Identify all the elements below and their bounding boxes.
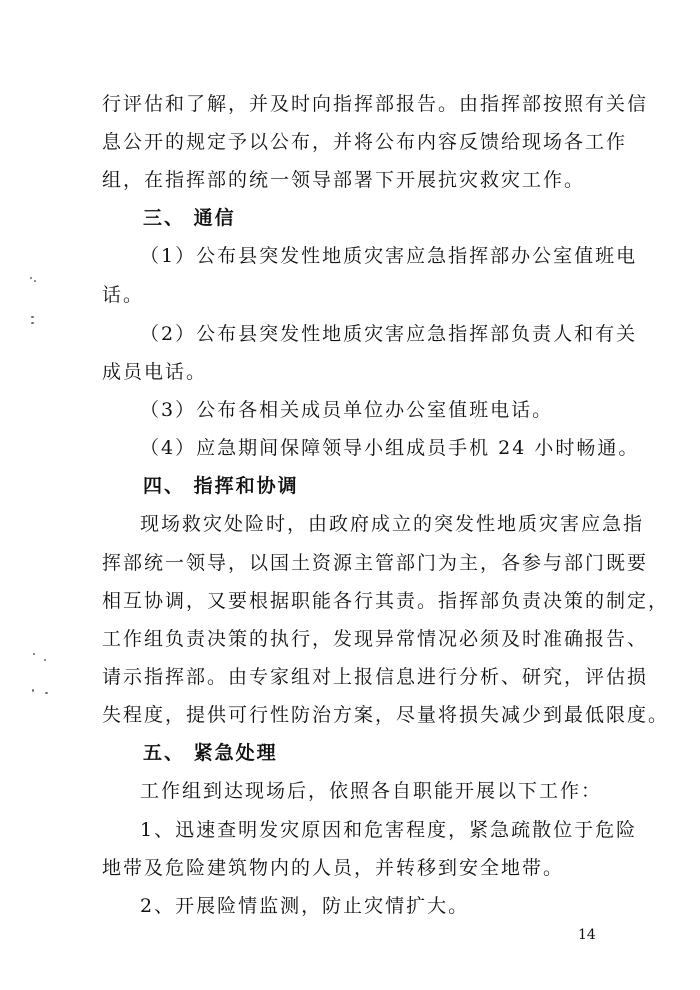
body-line: （1）公布县突发性地质灾害应急指挥部办公室值班电 bbox=[140, 245, 638, 267]
body-line: 成员电话。 bbox=[102, 361, 208, 383]
body-line: （3）公布各相关成员单位办公室值班电话。 bbox=[140, 399, 554, 421]
scan-speck bbox=[44, 659, 46, 661]
body-line: 地带及危险建筑物内的人员，并转移到安全地带。 bbox=[102, 857, 565, 879]
body-line: 挥部统一领导，以国土资源主管部门为主，各参与部门既要 bbox=[102, 552, 649, 574]
body-line: 息公开的规定予以公布，并将公布内容反馈给现场各工作 bbox=[102, 131, 628, 153]
scan-speck bbox=[31, 316, 34, 318]
section-heading-command: 四、 指挥和协调 bbox=[143, 475, 299, 497]
page-number: 14 bbox=[578, 927, 596, 943]
body-line: 组，在指挥部的统一领导部署下开展抗灾救灾工作。 bbox=[102, 169, 586, 191]
scan-speck bbox=[32, 689, 34, 692]
body-line: 工作组到达现场后，依照各自职能开展以下工作： bbox=[140, 780, 603, 802]
section-heading-emergency: 五、 紧急处理 bbox=[143, 742, 278, 764]
scan-speck bbox=[31, 322, 34, 324]
scan-speck bbox=[34, 280, 36, 282]
body-line: 请示指挥部。由专家组对上报信息进行分析、研究，评估损 bbox=[102, 666, 649, 688]
scan-speck bbox=[33, 653, 35, 655]
body-line: 失程度，提供可行性防治方案，尽量将损失减少到最低限度。 bbox=[102, 704, 670, 726]
body-line: 相互协调，又要根据职能各行其责。指挥部负责决策的制定， bbox=[102, 590, 670, 612]
body-line: 工作组负责决策的执行，发现异常情况必须及时准确报告、 bbox=[102, 628, 649, 650]
scan-speck bbox=[45, 692, 48, 694]
body-line: 行评估和了解，并及时向指挥部报告。由指挥部按照有关信 bbox=[102, 93, 649, 115]
body-line: （4）应急期间保障领导小组成员手机 24 小时畅通。 bbox=[140, 437, 640, 459]
body-line: 话。 bbox=[102, 284, 145, 306]
section-heading-communication: 三、 通信 bbox=[143, 207, 236, 229]
body-line: （2）公布县突发性地质灾害应急指挥部负责人和有关 bbox=[140, 323, 638, 345]
body-line: 1、迅速查明发灾原因和危害程度，紧急疏散位于危险 bbox=[140, 819, 638, 841]
body-line: 现场救灾处险时，由政府成立的突发性地质灾害应急指 bbox=[140, 513, 645, 535]
body-line: 2、开展险情监测，防止灾情扩大。 bbox=[140, 895, 470, 917]
scan-speck bbox=[30, 277, 32, 279]
